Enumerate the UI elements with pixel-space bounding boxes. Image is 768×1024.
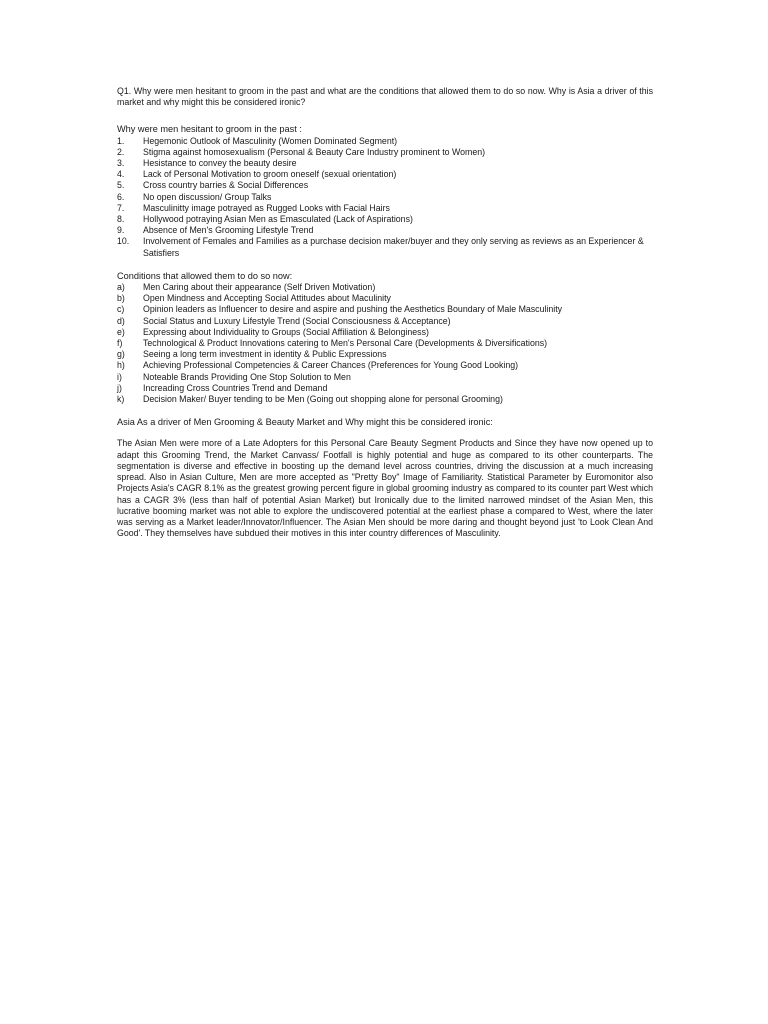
section-heading: Why were men hesitant to groom in the past : xyxy=(117,124,302,135)
list-item-text: No open discussion/ Group Talks xyxy=(143,191,272,202)
list-item-text: Expressing about Individuality to Groups (Social Affiliation & Belonginess) xyxy=(143,326,429,337)
section-heading: Asia As a driver of Men Grooming & Beauty Market and Why might this be considered ironic: xyxy=(117,417,493,428)
list-item-text: Absence of Men's Grooming Lifestyle Trend xyxy=(143,225,314,236)
list-marker: c) xyxy=(117,304,125,315)
list-item xyxy=(117,338,653,349)
list-item-text: Achieving Professional Competencies & Career Chances (Preferences for Young Good Looking) xyxy=(143,360,519,371)
list-item xyxy=(117,293,653,304)
list-item xyxy=(117,192,653,203)
list-item xyxy=(117,169,653,180)
list-item-text: Hesistance to convey the beauty desire xyxy=(143,158,297,169)
list-item-text: Men Caring about their appearance (Self Driven Motivation) xyxy=(143,282,376,293)
list-item-text: Decision Maker/ Buyer tending to be Men (Going out shopping alone for personal Grooming) xyxy=(143,394,503,405)
list-marker: 5. xyxy=(117,180,125,191)
list-item xyxy=(117,316,653,327)
list-marker: 1. xyxy=(117,135,125,146)
list-marker: j) xyxy=(117,382,122,393)
list-item-text: Stigma against homosexualism (Personal & Beauty Care Industry prominent to Women) xyxy=(143,146,486,157)
list-marker: 3. xyxy=(117,158,125,169)
list-marker: 4. xyxy=(117,169,125,180)
section-past-hesitation xyxy=(117,124,653,258)
document-page xyxy=(117,86,653,539)
list-marker: b) xyxy=(117,293,125,304)
list-marker: k) xyxy=(117,394,125,405)
list-item-text: Hollywood potraying Asian Men as Emasculated (Lack of Aspirations) xyxy=(143,214,413,225)
list-item xyxy=(117,203,653,214)
list-marker: 2. xyxy=(117,146,125,157)
section-conditions xyxy=(117,271,653,405)
list-item xyxy=(117,214,653,225)
list-item xyxy=(117,158,653,169)
list-item-text: Opinion leaders as Influencer to desire and aspire and pushing the Aesthetics Boundary of Male Masculinity xyxy=(143,304,563,315)
list-item xyxy=(117,349,653,360)
list-marker: d) xyxy=(117,315,125,326)
list-item-text: Noteable Brands Providing One Stop Solution to Men xyxy=(143,371,351,382)
section-heading: Conditions that allowed them to do so now: xyxy=(117,270,293,281)
list-marker: 9. xyxy=(117,225,125,236)
list-item xyxy=(117,394,653,405)
list-item xyxy=(117,147,653,158)
numbered-list xyxy=(117,136,653,259)
list-item-text: Masculinitty image potrayed as Rugged Looks with Facial Hairs xyxy=(143,202,390,213)
list-item-text: Hegemonic Outlook of Masculinity (Women Dominated Segment) xyxy=(143,135,398,146)
list-item-text: Increading Cross Countries Trend and Demand xyxy=(143,382,328,393)
list-marker: h) xyxy=(117,360,125,371)
list-marker: 6. xyxy=(117,191,125,202)
list-item xyxy=(117,136,653,147)
list-marker: 7. xyxy=(117,202,125,213)
list-marker: i) xyxy=(117,371,122,382)
list-marker: a) xyxy=(117,282,125,293)
list-item-text: Open Mindness and Accepting Social Attitudes about Maculinity xyxy=(143,293,391,304)
list-item xyxy=(117,282,653,293)
list-marker: e) xyxy=(117,326,125,337)
list-item xyxy=(117,180,653,191)
list-marker: f) xyxy=(117,338,123,349)
list-marker: 8. xyxy=(117,214,125,225)
list-item xyxy=(117,236,653,258)
list-item xyxy=(117,304,653,315)
list-marker: 10. xyxy=(117,236,130,247)
list-item xyxy=(117,360,653,371)
list-item-text: Lack of Personal Motivation to groom oneself (sexual orientation) xyxy=(143,169,397,180)
list-item xyxy=(117,225,653,236)
list-item-text: Cross country barries & Social Differences xyxy=(143,180,309,191)
lettered-list xyxy=(117,282,653,405)
list-item-text: Seeing a long term investment in identity & Public Expressions xyxy=(143,349,387,360)
list-item-text: Technological & Product Innovations catering to Men's Personal Care (Developments & Diversifications) xyxy=(143,338,548,349)
list-marker: g) xyxy=(117,349,125,360)
section-asia-driver xyxy=(117,417,653,428)
list-item xyxy=(117,327,653,338)
question-text: Q1. Why were men hesitant to groom in the past and what are the conditions that allowed them to do so now. Why is Asia a driver of this market and why might this be considered ironic? xyxy=(117,86,653,108)
list-item-text: Involvement of Females and Families as a purchase decision maker/buyer and they only serving as reviews as an Experiencer & Satisfiers xyxy=(143,236,644,258)
list-item xyxy=(117,372,653,383)
body-paragraph: The Asian Men were more of a Late Adopters for this Personal Care Beauty Segment Products and Since they have now opened up to adapt this Grooming Trend, the Market Canvass/ Footfall is highly potential and huge as compared to its other counterparts. The segmentation is diverse and effective in boosting up the demand level across countries, driving the discussion at a much increasing spread. Also in Asian Culture, Men are more accepted as "Pretty Boy" Image of Familiarity. Statistical Parameter by Euromonitor also Projects Asia's CAGR 8.1% as the greatest growing percent figure in global grooming industry as compared to its counter part West which has a CAGR 3% (less than half of potential Asian Market) but Ironically due to the limited narrowed mindset of the Asian Men, this lucrative booming market was not able to explore the undiscovered potential at the earliest phase a compared to West, where the later was serving as a Market leader/Innovator/Influencer. The Asian Men should be more daring and thought beyond just 'to Look Clean And Good'. They themselves have subdued their motives in this inter country differences of Masculinity. xyxy=(117,438,653,539)
list-item-text: Social Status and Luxury Lifestyle Trend (Social Consciousness & Acceptance) xyxy=(143,315,451,326)
list-item xyxy=(117,383,653,394)
